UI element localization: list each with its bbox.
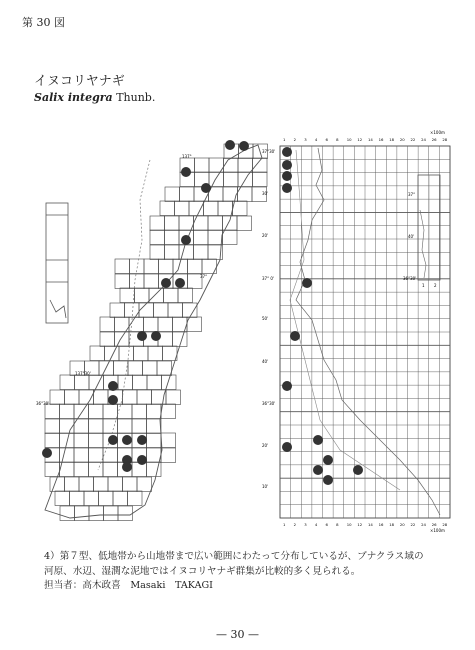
profile-lat-label: 36°30' <box>262 401 276 406</box>
map-dot <box>42 448 52 458</box>
grid-cell <box>160 201 175 216</box>
bottom-tick-label: 1 <box>283 522 286 527</box>
map-dot <box>137 455 147 465</box>
grid-cell <box>144 274 159 289</box>
grid-cell <box>223 230 238 245</box>
grid-cell <box>74 448 89 463</box>
profile-dot <box>313 435 323 445</box>
profile-dot <box>282 147 292 157</box>
grid-cell <box>139 303 154 318</box>
map-dot <box>225 140 235 150</box>
grid-cell <box>79 477 94 492</box>
map-dot <box>137 435 147 445</box>
grid-cell <box>120 288 135 303</box>
top-tick-label: 10 <box>346 137 352 142</box>
grid-cell <box>104 506 119 521</box>
map-dot <box>175 278 185 288</box>
map-dot <box>201 183 211 193</box>
grid-cell <box>129 317 144 332</box>
top-tick-label: 24 <box>421 137 426 142</box>
grid-cell <box>163 346 178 361</box>
altitude-profile <box>262 130 450 533</box>
profile-dot <box>323 455 333 465</box>
grid-cell <box>165 245 180 260</box>
grid-cell <box>84 491 99 506</box>
grid-cell <box>123 477 138 492</box>
grid-cell <box>89 462 104 477</box>
profile-dot <box>302 278 312 288</box>
grid-cell <box>119 346 134 361</box>
figure-number: 第 30 図 <box>22 16 65 29</box>
grid-cell <box>118 419 133 434</box>
top-tick-label: 2 <box>293 137 297 142</box>
profile-dot <box>282 160 292 170</box>
profile-dot <box>282 183 292 193</box>
grid-cell <box>74 433 89 448</box>
top-tick-label: 16 <box>378 137 384 142</box>
grid-cell <box>100 332 115 347</box>
grid-cell <box>133 375 148 390</box>
grid-cell <box>45 404 60 419</box>
grid-cell <box>208 230 223 245</box>
bottom-unit: ×100m <box>430 528 445 533</box>
profile-dot <box>282 171 292 181</box>
grid-cell <box>115 274 130 289</box>
profile-lat-label: 50' <box>262 316 269 321</box>
description-line: 4）第７型、低地帯から山地帯まで広い範囲にわたって分布しているが、ブナクラス域の <box>44 551 424 562</box>
grid-cell <box>161 448 176 463</box>
grid-cell <box>108 477 123 492</box>
top-tick-label: 12 <box>357 137 363 142</box>
grid-cell <box>60 375 75 390</box>
grid-cell <box>144 259 159 274</box>
grid-cell <box>194 230 209 245</box>
map-dot <box>181 167 191 177</box>
grid-cell <box>149 288 164 303</box>
grid-cell <box>103 462 118 477</box>
grid-cell <box>161 404 176 419</box>
profile-dot <box>290 331 300 341</box>
profile-lat-label: 20' <box>262 233 269 238</box>
grid-cell <box>89 433 104 448</box>
grid-cell <box>147 419 162 434</box>
profile-lat-label: 40' <box>262 359 269 364</box>
inset-label: 1 <box>422 283 425 288</box>
grid-cell <box>218 201 233 216</box>
map-dot <box>108 381 118 391</box>
inset-label: 37° <box>408 192 416 197</box>
grid-cell <box>237 216 252 231</box>
grid-cell <box>147 375 162 390</box>
grid-cell <box>45 433 60 448</box>
grid-cell <box>137 390 152 405</box>
grid-cell <box>74 462 89 477</box>
bottom-tick-label: 16 <box>378 522 384 527</box>
grid-cell <box>118 506 133 521</box>
top-tick-label: 4 <box>314 137 318 142</box>
grid-cell <box>157 361 172 376</box>
grid-cell <box>150 245 165 260</box>
bottom-tick-label: 12 <box>357 522 363 527</box>
top-tick-label: 3 <box>304 137 307 142</box>
grid-cell <box>103 404 118 419</box>
inset-label: 36°30' <box>403 276 417 281</box>
map-occurrence-dots <box>42 140 249 472</box>
map-dot <box>137 331 147 341</box>
grid-cell <box>148 346 163 361</box>
contributor: 担当者：高木政喜 Masaki TAKAGI <box>44 580 213 591</box>
grid-cell <box>118 375 133 390</box>
profile-lat-label: 30' <box>262 191 269 196</box>
top-tick-label: 18 <box>389 137 395 142</box>
grid-cell <box>224 172 239 187</box>
grid-cell <box>50 390 65 405</box>
lon-label-137-30: 137°30' <box>75 371 91 376</box>
grid-cell <box>150 216 165 231</box>
grid-cell <box>162 375 177 390</box>
grid-cell <box>161 433 176 448</box>
grid-cell <box>128 491 143 506</box>
description-line: 河原、水辺、湿潤な泥地ではイヌコリヤナギ群集が比較的多く見られる。 <box>44 565 361 577</box>
grid-cell <box>238 158 253 173</box>
bottom-tick-label: 26 <box>431 522 437 527</box>
grid-cell <box>159 259 174 274</box>
grid-cell <box>224 158 239 173</box>
grid-cell <box>89 404 104 419</box>
grid-cell <box>123 390 138 405</box>
grid-cell <box>144 317 159 332</box>
grid-cell <box>75 506 90 521</box>
grid-cell <box>180 187 195 202</box>
profile-dot <box>353 465 363 475</box>
profile-lat-label: 37° 0' <box>262 276 275 281</box>
grid-cell <box>89 506 104 521</box>
profile-curve-2 <box>290 150 400 490</box>
grid-cell <box>113 491 128 506</box>
grid-cell <box>132 404 147 419</box>
grid-cell <box>165 230 180 245</box>
bottom-tick-label: 20 <box>399 522 405 527</box>
inset-label: 2 <box>434 283 437 288</box>
profile-lat-label: 10' <box>262 484 269 489</box>
lon-label-137: 137° <box>182 154 192 159</box>
profile-dot <box>282 381 292 391</box>
grid-cell <box>105 346 120 361</box>
grid-cell <box>147 404 162 419</box>
profile-lat-label: 37°30' <box>262 149 276 154</box>
grid-cell <box>147 448 162 463</box>
top-tick-label: 26 <box>431 137 437 142</box>
grid-cell <box>70 491 85 506</box>
grid-cell <box>115 259 130 274</box>
profile-dot <box>313 465 323 475</box>
grid-cell <box>147 433 162 448</box>
legend-box <box>46 203 68 323</box>
grid-cell <box>194 245 209 260</box>
grid-cell <box>89 419 104 434</box>
grid-cell <box>55 491 70 506</box>
map-dot <box>122 462 132 472</box>
inset-chart <box>403 175 440 288</box>
grid-cell <box>187 317 202 332</box>
top-tick-label: 1 <box>283 137 286 142</box>
map-dot <box>239 141 249 151</box>
bottom-tick-label: 28 <box>442 522 448 527</box>
grid-cell <box>195 158 210 173</box>
grid-cell <box>135 288 150 303</box>
grid-cell <box>45 462 60 477</box>
map-dot <box>181 235 191 245</box>
grid-cell <box>165 216 180 231</box>
grid-cell <box>253 172 268 187</box>
grid-cell <box>150 230 165 245</box>
bottom-tick-label: 4 <box>314 522 318 527</box>
grid-cell <box>60 433 75 448</box>
grid-cell <box>204 201 219 216</box>
top-tick-label: 22 <box>410 137 416 142</box>
grid-cell <box>223 216 238 231</box>
bottom-tick-label: 3 <box>304 522 307 527</box>
grid-cell <box>90 346 105 361</box>
grid-cell <box>118 404 133 419</box>
grid-cell <box>94 390 109 405</box>
grid-cell <box>143 361 158 376</box>
top-tick-label: 28 <box>442 137 448 142</box>
grid-cell <box>166 390 181 405</box>
bottom-tick-label: 8 <box>336 522 339 527</box>
grid-cell <box>208 216 223 231</box>
grid-cell <box>178 288 193 303</box>
grid-cell <box>60 404 75 419</box>
top-tick-label: 14 <box>368 137 373 142</box>
top-tick-label: 20 <box>399 137 405 142</box>
map-dot <box>108 435 118 445</box>
bottom-tick-label: 24 <box>421 522 426 527</box>
top-tick-label: 6 <box>325 137 328 142</box>
map-dot <box>108 395 118 405</box>
grid-cell <box>154 303 169 318</box>
top-unit: ×100m <box>430 130 445 135</box>
grid-cell <box>128 361 143 376</box>
map-dot <box>161 278 171 288</box>
lat-label-36-30: 36°30' <box>36 401 50 406</box>
grid-cell <box>65 477 80 492</box>
grid-cell <box>103 448 118 463</box>
grid-cell <box>165 187 180 202</box>
profile-lat-label: 20' <box>262 443 269 448</box>
species-japanese-name: イヌコリヤナギ <box>34 74 125 89</box>
grid-cell <box>130 274 145 289</box>
grid-cell <box>164 288 179 303</box>
bottom-tick-label: 10 <box>346 522 352 527</box>
grid-cell <box>115 332 130 347</box>
grid-cell <box>60 448 75 463</box>
grid-cell <box>137 477 152 492</box>
bottom-tick-label: 18 <box>389 522 395 527</box>
profile-dot <box>323 475 333 485</box>
grid-cell <box>65 390 80 405</box>
grid-cell <box>94 477 109 492</box>
page-number: — 30 — <box>216 628 259 641</box>
grid-cell <box>188 259 203 274</box>
profile-dot <box>282 442 292 452</box>
inset-label: 40' <box>408 234 415 239</box>
grid-cell <box>209 172 224 187</box>
lat-label-37: 37° <box>200 274 208 279</box>
bottom-tick-label: 2 <box>293 522 297 527</box>
grid-cell <box>50 477 65 492</box>
map-dot <box>151 331 161 341</box>
grid-cell <box>60 506 75 521</box>
grid-cell <box>233 201 248 216</box>
grid-cell <box>110 303 125 318</box>
grid-cell <box>89 448 104 463</box>
map-dot <box>122 435 132 445</box>
top-tick-label: 8 <box>336 137 339 142</box>
grid-cell <box>132 419 147 434</box>
scientific-name: Salix integra <box>34 91 113 104</box>
grid-cell <box>175 201 190 216</box>
grid-cell <box>183 303 198 318</box>
grid-cell <box>60 419 75 434</box>
prefecture-border <box>98 160 150 470</box>
bottom-tick-label: 14 <box>368 522 373 527</box>
description <box>44 550 444 594</box>
author: Thunb. <box>116 91 156 104</box>
grid-cell <box>158 317 173 332</box>
bottom-tick-label: 6 <box>325 522 328 527</box>
grid-cell <box>75 375 90 390</box>
grid-cell <box>114 361 129 376</box>
grid-cell <box>45 419 60 434</box>
grid-cell <box>99 491 114 506</box>
bottom-tick-label: 22 <box>410 522 416 527</box>
grid-cell <box>168 303 183 318</box>
grid-cell <box>134 346 149 361</box>
grid-cell <box>100 317 115 332</box>
